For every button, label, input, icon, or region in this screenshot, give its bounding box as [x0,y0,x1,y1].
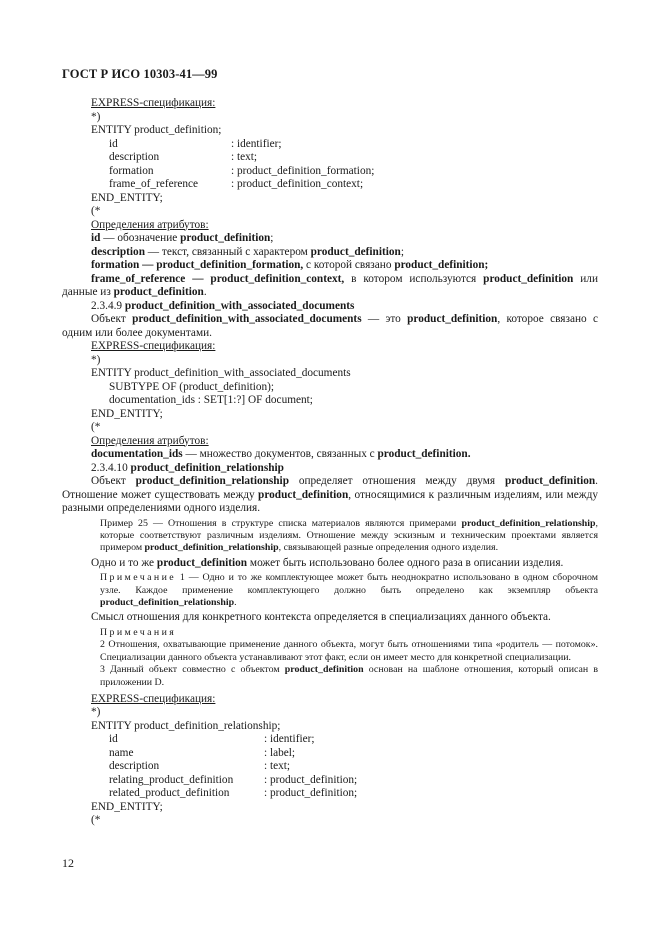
attribute-type: : identifier; [264,733,315,746]
attribute-name: id [109,733,118,746]
attribute-row [62,733,598,747]
attribute-line: documentation_ids : SET[1:?] OF document; [109,394,313,406]
code-line: END_ENTITY; [91,191,163,204]
attribute-type: : text; [231,151,258,163]
attribute-row [62,178,598,192]
attribute-type: : product_definition; [264,787,358,800]
section-heading: 2.3.4.10 product_definition_relationship [91,461,284,474]
attribute-row [62,760,598,774]
definition-formation: formation — product_definition_formation, с которой связано product_definition; [91,259,489,271]
code-line: (* [91,205,101,217]
attribute-name: id [109,137,118,150]
entity-declaration: ENTITY product_definition; [91,124,222,136]
code-line: (* [91,814,101,827]
express-spec-label: EXPRESS-спецификация: [91,340,216,352]
page-number: 12 [62,856,74,870]
attribute-definitions-label: Определения атрибутов: [91,218,209,231]
section-heading: 2.3.4.9 product_definition_with_associated_documents [91,299,355,312]
notes-label: Примечания [100,626,177,638]
definition-frame-of-reference: frame_of_reference — product_definition_context, в котором используются product_definition или данные из product_definition. [62,272,598,298]
definition-description: description — текст, связанный с характером product_definition; [91,245,404,258]
attribute-name: frame_of_reference [109,178,199,190]
attribute-row [62,165,598,179]
attribute-row [62,151,598,165]
code-line: END_ENTITY; [91,800,163,813]
attribute-row [62,774,598,788]
attribute-type: : product_definition; [264,773,358,786]
attribute-row [62,138,598,152]
document-body [62,97,598,828]
definition-documentation-ids: documentation_ids — множество документов, связанных с product_definition. [91,448,471,460]
attribute-type: : product_definition_formation; [231,164,375,177]
definition-id: id — обозначение product_definition; [91,232,274,244]
attribute-type: : product_definition_context; [231,178,364,190]
attribute-name: related_product_definition [109,787,230,800]
paragraph: Объект product_definition_with_associated_documents — это product_definition, которое связано с одним или более документами. [62,313,598,339]
attribute-name: name [109,746,134,759]
attribute-row [62,747,598,761]
paragraph: Одно и то же product_definition может быть использовано более одного раза в описании изделия. [91,556,564,569]
attribute-name: relating_product_definition [109,773,234,786]
code-line: *) [91,706,101,719]
attribute-row [62,787,598,801]
paragraph: Смысл отношения для конкретного контекста определяется в специализациях данного объекта. [91,611,551,624]
example-25: Пример 25 — Отношения в структуре списка материалов являются примерами product_definition_relationship, которые соответствуют различным изделиям. Отношение между эскизным и техническим проектами является примером product_definition_relationship, связывающей разные определения одного изделия. [100,517,598,554]
express-spec-label: EXPRESS-спецификация: [91,97,216,109]
attribute-definitions-label: Определения атрибутов: [91,434,209,447]
attribute-name: formation [109,164,154,177]
document-header: ГОСТ Р ИСО 10303-41—99 [62,67,218,81]
note-2: 2 Отношения, охватывающие применение данного объекта, могут быть отношениями типа «родитель — потомок». Специализации данного объекта устанавливают этот факт, если он имеет место для конкретной специализации. [100,639,598,663]
note-1: Примечание 1 — Одно и то же комплектующее может быть неоднократно использовано в одном сборочном узле. Каждое применение комплектующего должно быть определено как экземпляр объекта product_definition_relationship. [100,572,598,609]
express-spec-label: EXPRESS-спецификация: [91,692,216,705]
code-line: *) [91,110,101,123]
subtype-line: SUBTYPE OF (product_definition); [109,380,275,393]
attribute-name: description [109,760,160,773]
entity-declaration: ENTITY product_definition_with_associated_documents [91,367,351,379]
attribute-type: : label; [264,746,296,759]
code-line: *) [91,353,101,366]
attribute-type: : identifier; [231,137,282,150]
attribute-type: : text; [264,760,291,773]
note-3: 3 Данный объект совместно с объектом product_definition основан на шаблоне отношения, который описан в приложении D. [100,664,598,688]
entity-declaration: ENTITY product_definition_relationship; [91,719,281,732]
code-line: (* [91,421,101,433]
paragraph: Объект product_definition_relationship определяет отношения между двумя product_definition. Отношение может существовать между product_definition, относящимися к различным изделиям, или между разными определениями одного изделия. [62,475,598,514]
code-line: END_ENTITY; [91,407,163,420]
attribute-name: description [109,151,160,163]
